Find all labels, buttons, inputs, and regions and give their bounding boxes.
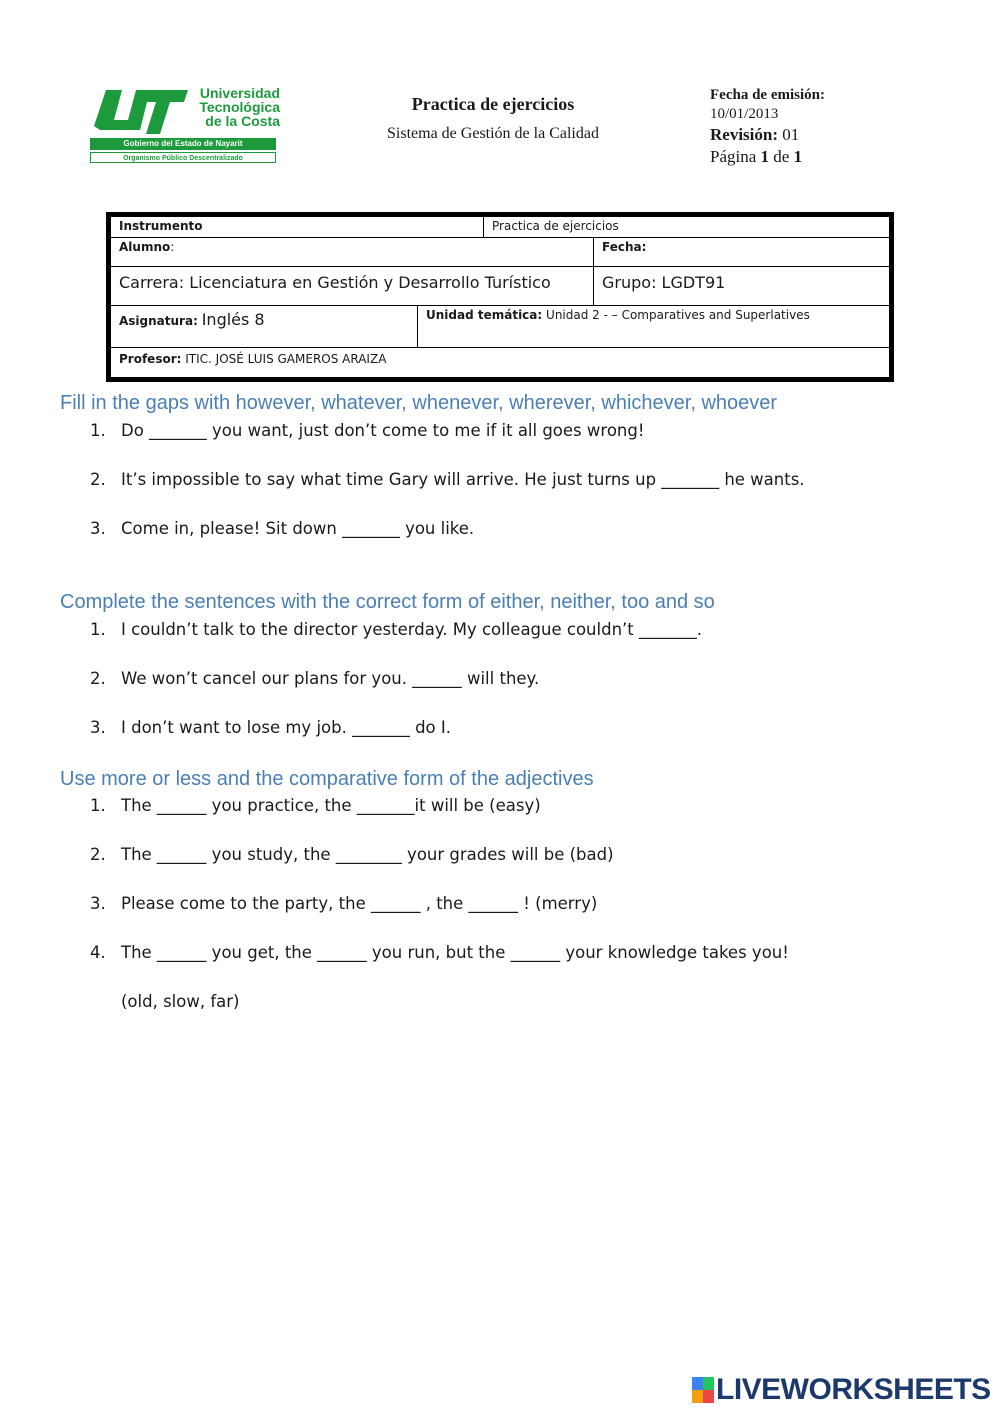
instrumento-value-cell: Practica de ejercicios bbox=[483, 216, 890, 238]
liveworksheets-wordmark: LIVEWORKSHEETS bbox=[716, 1373, 991, 1406]
exercise-hint: (old, slow, far) bbox=[121, 992, 240, 1011]
exercise-item[interactable]: 3. I don’t want to lose my job. _______ do I. bbox=[90, 718, 451, 737]
document-subtitle: Sistema de Gestión de la Calidad bbox=[387, 125, 599, 142]
instrumento-label-cell: Instrumento bbox=[110, 216, 484, 238]
grupo-cell: Grupo: LGDT91 bbox=[593, 266, 890, 306]
alumno-cell[interactable]: Alumno: bbox=[110, 237, 594, 267]
exercise-item[interactable]: 4. The ______ you get, the ______ you run, but the ______ your knowledge takes you! bbox=[90, 943, 789, 962]
unidad-cell: Unidad temática: Unidad 2 - – Comparatives and Superlatives bbox=[417, 305, 890, 348]
section-title-3: Use more or less and the comparative form of the adjectives bbox=[60, 768, 594, 790]
exercise-item[interactable]: 2. It’s impossible to say what time Gary will arrive. He just turns up _______ he wants. bbox=[90, 470, 805, 489]
logo-subtitle: Organismo Público Descentralizado bbox=[90, 152, 276, 163]
asignatura-cell: Asignatura: Inglés 8 bbox=[110, 305, 418, 348]
carrera-cell: Carrera: Licenciatura en Gestión y Desarrollo Turístico bbox=[110, 266, 594, 306]
exercise-item[interactable]: 2. The ______ you study, the ________ your grades will be (bad) bbox=[90, 845, 614, 864]
fecha-cell[interactable]: Fecha: bbox=[593, 237, 890, 267]
exercise-item[interactable]: 3. Please come to the party, the ______ , the ______ ! (merry) bbox=[90, 894, 598, 913]
exercise-item[interactable]: 2. We won’t cancel our plans for you. ______ will they. bbox=[90, 669, 540, 688]
info-table bbox=[106, 212, 894, 382]
exercise-item[interactable]: 1. Do _______ you want, just don’t come to me if it all goes wrong! bbox=[90, 421, 645, 440]
section-title-2: Complete the sentences with the correct form of either, neither, too and so bbox=[60, 591, 715, 613]
section-title-1: Fill in the gaps with however, whatever, whenever, wherever, whichever, whoever bbox=[60, 392, 778, 414]
logo-wordmark: Universidad Tecnológica de la Costa bbox=[199, 85, 280, 129]
logo-band: Gobierno del Estado de Nayarit bbox=[90, 138, 276, 150]
liveworksheets-logo bbox=[692, 1374, 991, 1406]
university-logo bbox=[88, 86, 278, 166]
issue-date-value: 10/01/2013 bbox=[710, 106, 779, 122]
page-indicator: Página 1 de 1 bbox=[710, 147, 803, 166]
liveworksheets-icon bbox=[692, 1377, 714, 1403]
exercise-item[interactable]: 1. I couldn’t talk to the director yesterday. My colleague couldn’t _______. bbox=[90, 620, 702, 639]
profesor-cell: Profesor: ITIC. JOSÉ LUIS GAMEROS ARAIZA bbox=[110, 347, 890, 378]
exercise-item[interactable]: 3. Come in, please! Sit down _______ you like. bbox=[90, 519, 475, 538]
document-meta bbox=[710, 86, 825, 168]
issue-date-label: Fecha de emisión: bbox=[710, 87, 825, 103]
document-title: Practica de ejercicios bbox=[411, 94, 575, 114]
exercise-item[interactable]: 1. The ______ you practice, the _______it will be (easy) bbox=[90, 796, 541, 815]
ut-logo-icon bbox=[88, 86, 188, 138]
revision: Revisión: 01 bbox=[710, 125, 800, 144]
